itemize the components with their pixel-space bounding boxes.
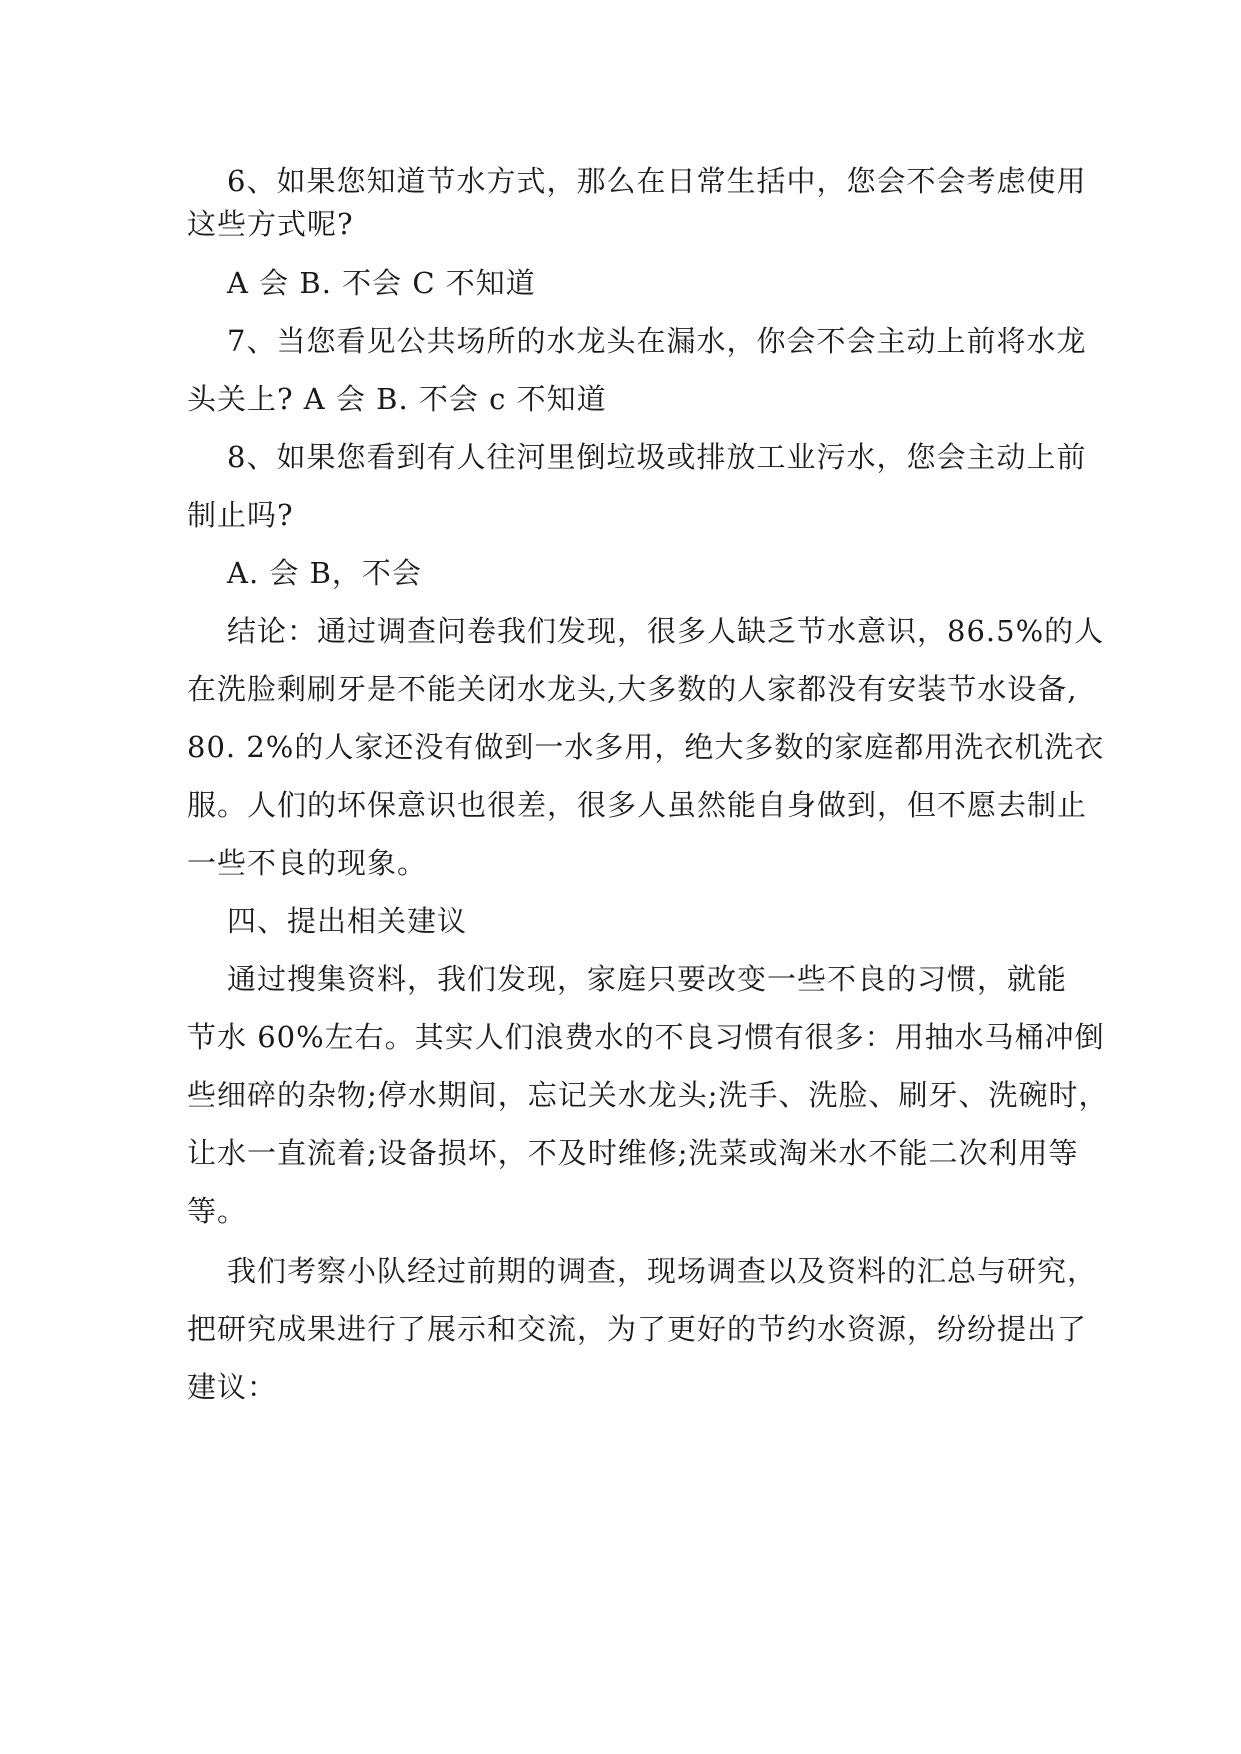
paragraph-2-line-2: 把研究成果进行了展示和交流，为了更好的节约水资源，纷纷提出了 [187,1312,1088,1346]
paragraph-1-line-5: 等。 [187,1194,248,1228]
question-6-options: A 会 B. 不会 C 不知道 [227,266,536,300]
paragraph-1-line-3: 些细碎的杂物;停水期间，忘记关水龙头;洗手、洗脸、刷牙、洗碗时， [187,1078,1109,1112]
paragraph-1-line-1: 通过搜集资料，我们发现，家庭只要改变一些不良的习惯，就能 [227,962,1068,996]
paragraph-1-line-4: 让水一直流着;设备损坏，不及时维修;洗菜或淘米水不能二次利用等 [187,1136,1079,1170]
section-4-heading: 四、提出相关建议 [227,904,468,938]
paragraph-1-line-2: 节水 60%左右。其实人们浪费水的不良习惯有很多：用抽水马桶冲倒 [187,1020,1105,1054]
conclusion-line-3: 80. 2%的人家还没有做到一水多用，绝大多数的家庭都用洗衣机洗衣 [187,730,1105,764]
conclusion-line-5: 一些不良的现象。 [187,846,428,880]
conclusion-line-1: 结论：通过调查问卷我们发现，很多人缺乏节水意识，86.5%的人 [227,614,1105,648]
paragraph-2-line-1: 我们考察小队经过前期的调查，现场调查以及资料的汇总与研究， [227,1254,1098,1288]
question-8-line-2: 制止吗? [187,498,294,532]
paragraph-2-line-3: 建议： [187,1370,278,1404]
question-8-line-1: 8、如果您看到有人往河里倒垃圾或排放工业污水，您会主动上前 [227,440,1087,474]
question-8-options: A. 会 B，不会 [227,556,422,590]
conclusion-line-2: 在洗脸剩刷牙是不能关闭水龙头,大多数的人家都没有安装节水设备, [187,672,1078,706]
question-7-line-1: 7、当您看见公共场所的水龙头在漏水，你会不会主动上前将水龙 [227,324,1087,358]
conclusion-line-4: 服。人们的坏保意识也很差，很多人虽然能自身做到，但不愿去制止 [187,788,1088,822]
question-7-line-2: 头关上? A 会 B. 不会 c 不知道 [187,382,607,416]
question-6-line-1: 6、如果您知道节水方式，那么在日常生括中，您会不会考虑使用 [227,164,1087,198]
question-6-line-2: 这些方式呢? [187,207,354,241]
